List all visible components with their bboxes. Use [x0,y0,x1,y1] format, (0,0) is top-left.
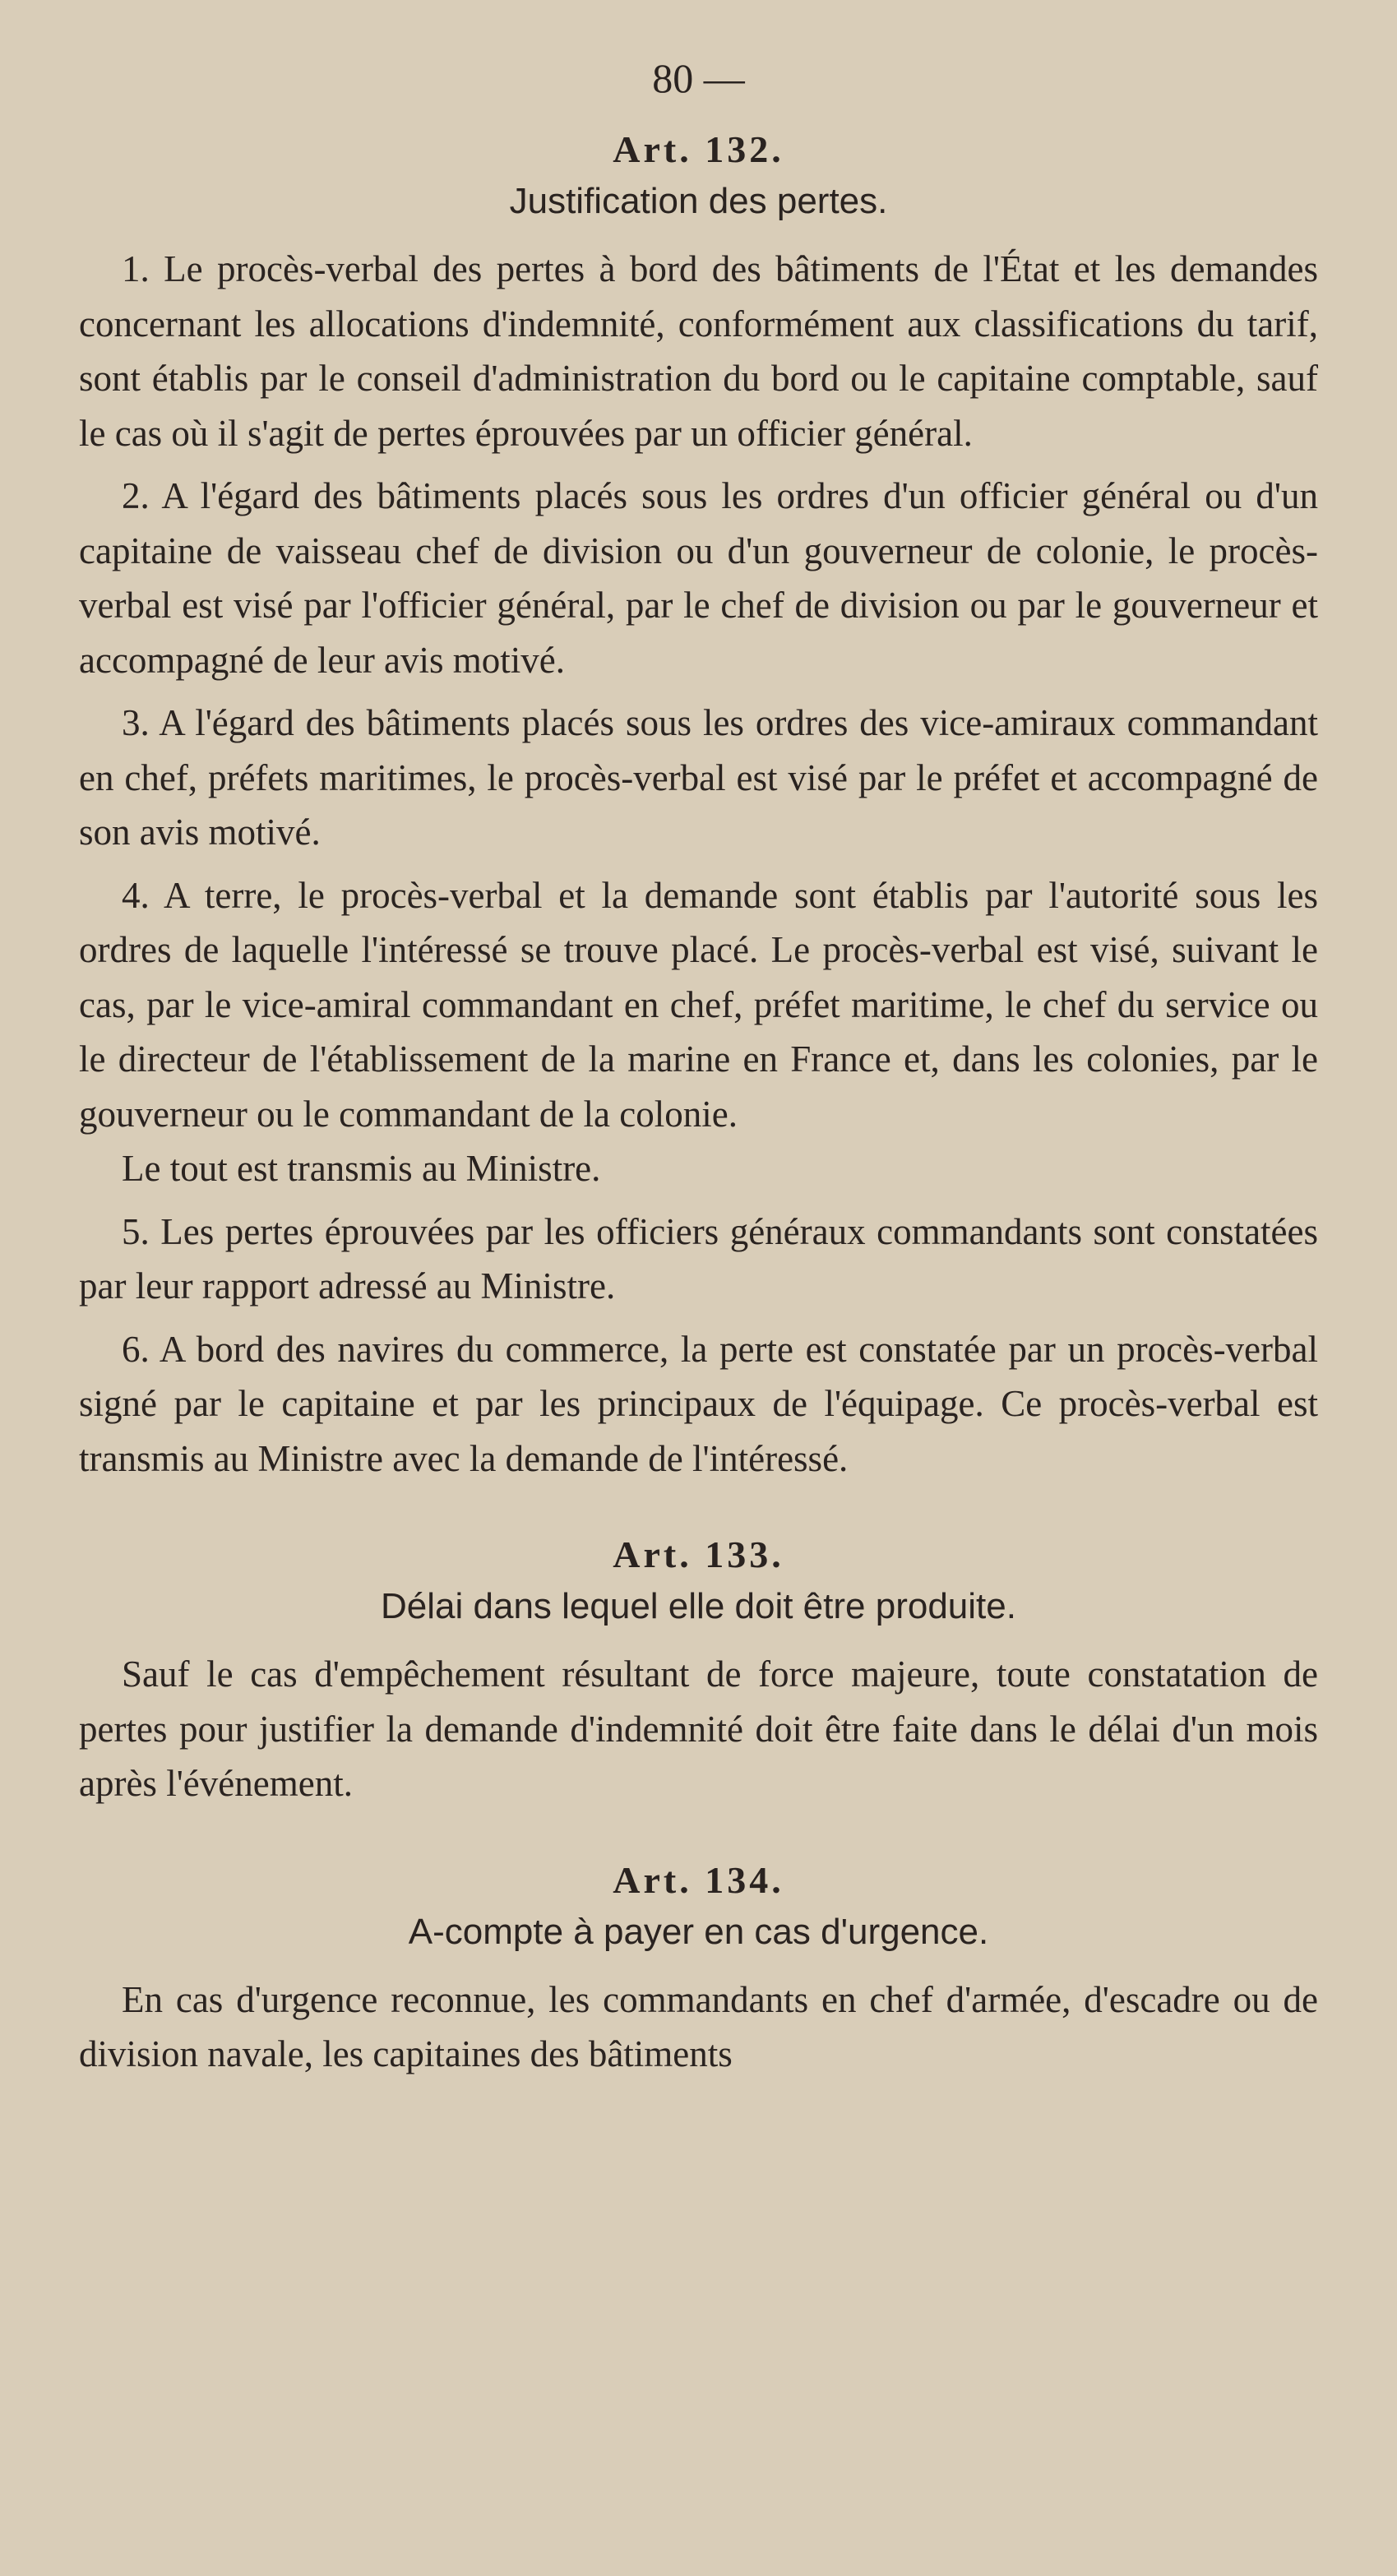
article-subtitle: Justification des pertes. [509,181,888,221]
paragraph: Sauf le cas d'empêchement résultant de force majeure, toute constatation de pertes pour justifier la demande d'indemnité doit être faite dans le délai d'un mois après l'événement. [79,1653,1318,1804]
article-heading: Art. 133. [613,1533,784,1575]
spacer [79,1820,1318,1854]
paragraph: 1. Le procès-verbal des pertes à bord des bâtiments de l'État et les demandes concernant les allocations d'indemnité, conformément aux classifications du tarif, sont établis par le conseil d'administration du bord ou le capitaine comptable, sauf le cas où il s'agit de pertes éprouvées par un officier général. [79,248,1318,454]
paragraph: 5. Les pertes éprouvées par les officiers généraux commandants sont constatées par leur rapport adressé au Ministre. [79,1210,1318,1306]
article-subtitle: A-compte à payer en cas d'urgence. [408,1911,989,1952]
page-number: 80 — [652,55,745,101]
article-heading: Art. 134. [613,1858,784,1901]
paragraph: 3. A l'égard des bâtiments placés sous les ordres des vice-amiraux commandant en chef, préfets maritimes, le procès-verbal est visé par le préfet et accompagné de son avis motivé. [79,702,1318,853]
paragraph: En cas d'urgence reconnue, les commandants en chef d'armée, d'escadre ou de division navale, les capitaines des bâtiments [79,1978,1318,2074]
article-133 [79,1528,1318,1811]
article-heading: Art. 132. [613,128,784,170]
spacer [79,1494,1318,1528]
paragraph: 6. A bord des navires du commerce, la perte est constatée par un procès-verbal signé par le capitaine et par les principaux de l'équipage. Ce procès-verbal est transmis au Ministre avec la demande de l'intéressé. [79,1328,1318,1479]
paragraph: Le tout est transmis au Ministre. [122,1148,601,1189]
paragraph: 2. A l'égard des bâtiments placés sous les ordres d'un officier général ou d'un capitaine de vaisseau chef de division ou d'un gouverneur de colonie, le procès-verbal est visé par l'officier général, par le chef de division ou par le gouverneur et accompagné de leur avis motivé. [79,475,1318,681]
article-subtitle: Délai dans lequel elle doit être produite. [381,1586,1016,1626]
article-132 [79,123,1318,1486]
paragraph: 4. A terre, le procès-verbal et la demande sont établis par l'autorité sous les ordres de laquelle l'intéressé se trouve placé. Le procès-verbal est visé, suivant le cas, par le vice-amiral commandant en chef, préfet maritime, le chef du service ou le directeur de l'établissement de la marine en France et, dans les colonies, par le gouverneur ou le commandant de la colonie. [79,874,1318,1135]
article-134 [79,1854,1318,2082]
